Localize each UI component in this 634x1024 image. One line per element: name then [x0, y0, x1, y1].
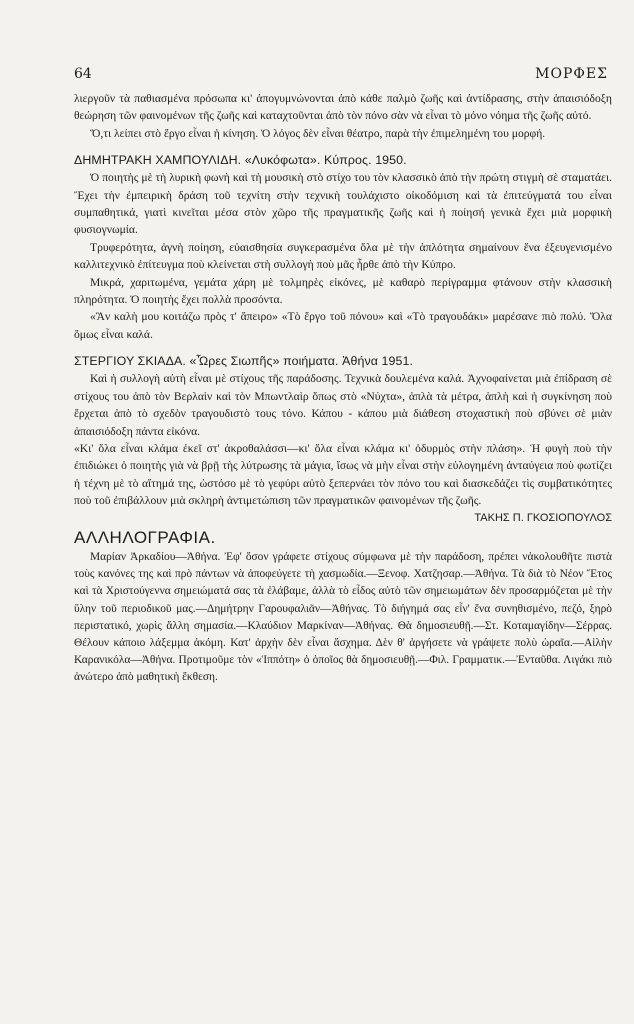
- review-1-paragraph-4: «Ἂν καλὴ μου κοιτάζω πρὸς τ' ἄπειρο» «Τὸ ἔργο τοῦ πόνου» καὶ «Τὸ τραγουδάκι» μαρέσανε πιὸ πολύ. Ὅλα ὅμως εἶναι καλά.: [74, 310, 612, 341]
- review-2-paragraph-2: «Κι' ὅλα εἶναι κλάμα ἐκεῖ στ' ἀκροθαλάσσι—κι' ὅλα εἶναι κλάμα κι' ὀδυρμὸς στὴν πλάση». Ἡ φυγὴ ποὺ τὴν ἐπιδιώκει ὁ ποιητὴς γιὰ νὰ βρῇ τὴς λύτρωσης τὰ μάγια, ἴσως νὰ μὴν εἶναι στὴν εὐλογημένη ἀνταύγεια ποὺ φωτίζει ἡ τέχνη μὲ τὸ αἴτημά της, ὡστόσο μὲ τὸ γεφύρι αὐτὸ ξεπερνάει τὸν πόνο του καὶ διασκεδάζει τὶς συμβατικότητες ποὺ τοῦ ἐπιβάλλουν μιὰ σκληρὴ ἀντιμετώπιση τῶν πραγματικῶν φαινομένων τῆς ζωῆς.: [74, 441, 612, 508]
- review-2-heading: ΣΤΕΡΓΙΟΥ ΣΚΙΑΔΑ. «Ὧρες Σιωπῆς» ποιήματα. Ἀθήνα 1951.: [74, 354, 414, 369]
- page-number: 64: [74, 66, 92, 82]
- intro-paragraph-1: λιεργοῦν τὰ παθιασμένα πρόσωπα κι' ἀπογυμνώνονται ἀπὸ κάθε παλμὸ ζωῆς καὶ ἀντίδρασης, στὴν ἀπαισιόδοξη θεώρηση τῶν φαινομένων τῆς ζωῆς καὶ καταχτοῦνται ἀπὸ τὸν πόνο σὰν νὰ εἶναι τὸ μόνο νόημα τῆς ζωῆς αὐτό.: [74, 92, 612, 123]
- page-body: [74, 90, 612, 687]
- correspondence-title: ΑΛΛΗΛΟΓΡΑΦΙΑ.: [74, 527, 216, 547]
- intro-paragraph-2: Ὅ,τι λείπει στὸ ἔργο εἶναι ἡ κίνηση. Ὁ λόγος δὲν εἶναι θέατρο, παρὰ τὴν ἐπιμελημένη του μορφή.: [90, 126, 546, 140]
- running-title: ΜΟΡΦΕΣ: [535, 66, 608, 82]
- review-1-paragraph-2: Τρυφερότητα, ἁγνὴ ποίηση, εὐαισθησία συγκερασμένα ὅλα μὲ τὴν ἁπλότητα σημαίνουν ἕνα ἐξευγενισμένο καλλιτεχνικὸ ἐπίτευγμα ποὺ κλείνεται στὴ συλλογὴ ποὺ μᾶς ἦρθε ἀπὸ τὴν Κύπρο.: [74, 240, 612, 272]
- review-2-paragraph-1: Καὶ ἡ συλλογὴ αὐτὴ εἶναι μὲ στίχους τῆς παράδοσης. Τεχνικὰ δουλεμένα καλά. Ἀχνοφαίνεται μιὰ ἐπίδραση σὲ στίχους του ἀπὸ τὸν Βερλαὶν καὶ τὸν Μπωντλαὶρ ὅπως στὸ «Νύχτα», ἁπλὰ τὰ μέτρα, ἁπλὴ καὶ ἡ συγκίνηση ποὺ ἔρχεται ἀπὸ τὸ σχεδὸν τραγουδιστὸ τους τόνο. Κάπου - κάπου μιὰ διάθεση στοχαστικὴ ποὺ σβύνει σὲ μιὰν ἀπαισιόδοξη πάντα εἰκόνα.: [74, 372, 612, 438]
- review-1-heading: ΔΗΜΗΤΡΑΚΗ ΧΑΜΠΟΥΛΙΔΗ. «Λυκόφωτα». Κύπρος. 1950.: [74, 153, 407, 168]
- page-header: [74, 66, 608, 84]
- review-1-paragraph-1: Ὁ ποιητὴς μὲ τὴ λυρικὴ φωνὴ καὶ τὴ μουσικὴ στὸ στίχο του τὸν κλασσικὸ ἀπὸ τὴν πρώτη στιγμὴ σὲ σταματάει. Ἔχει τὴν ἐμπειρικὴ δράση τοῦ τεχνίτη στὴν τεχνικὴ τουλάχιστο οἰκοδόμιση καὶ τὰ ἐπιτεύγματά του εἶναι συμπαθητικά, γιατὶ κινεῖται μέσα στὸν χῶρο τῆς πραγματικῆς ζωῆς καὶ ἡ ποίησή γενικὰ ἔχει μιὰ μορφικὴ φυσιογνωμία.: [74, 171, 612, 237]
- review-1-paragraph-3: Μικρά, χαριτωμένα, γεμάτα χάρη μὲ τολμηρὲς εἰκόνες, μὲ καθαρὸ περίγραμμα φτάνουν στὴν κλασσικὴ πληρότητα. Ὁ ποιητὴς ἔχει πολλὰ προσόντα.: [74, 275, 612, 307]
- review-signature: ΤΑΚΗΣ Π. ΓΚΟΣΙΟΠΟΥΛΟΣ: [474, 511, 612, 524]
- correspondence-text: Μαρίαν Ἀρκαδίου—Ἀθήνα. Ἐφ' ὅσον γράφετε στίχους σύμφωνα μὲ τὴν παράδοση, πρέπει νἀκολουθῆτε πιστὰ τοὺς κανόνες της καὶ πρὸ πάντων νὰ ἀποφεύγετε τὴ χασμωδία.—Ξενοφ. Χατζησαρ.—Ἀθήνα. Τὰ διὰ τὸ Νέον Ἔτος καὶ τὰ Χριστούγεννα σημειώματά σας τὰ ἐλάβαμε, ἀλλὰ τὸ εἶδος αὐτὸ τῶν σημειωμάτων δὲν προσαρμόζεται μὲ τὴν ὕλην τοῦ περιοδικοῦ μας.—Δημήτρην Γαρουφαλιᾶν—Ἀθήνας. Τὸ διήγημά σας εἶν' ἕνα συνηθισμένο, πεζό, ξηρὸ περιστατικό, χωρὶς ἄλλη σημασία.—Κλαύδιον Μαρκίναν—Ἀθήνας. Θὰ δημοσιευθῇ.—Στ. Κοταμαγίδην—Σέρρας. Θέλουν κάποιο λάξεμμα ἀκόμη. Κατ' ἀρχὴν δὲν εἶναι ἄσχημα. Δὲν θ' ἀργήσετε νὰ γράψετε πολὺ ὡραῖα.—Αἰλὴν Καρανικόλα—Ἀθήνα. Προτιμοῦμε τὸν «Ἱππότη» ὁ ὁποῖος θὰ δημοσιευθῇ.—Φιλ. Γραμματικ.—Ἐνταῦθα. Λιγάκι πιὸ ἀνώτερο ἀπὸ μαθητικὴ ἔκθεση.: [74, 550, 612, 684]
